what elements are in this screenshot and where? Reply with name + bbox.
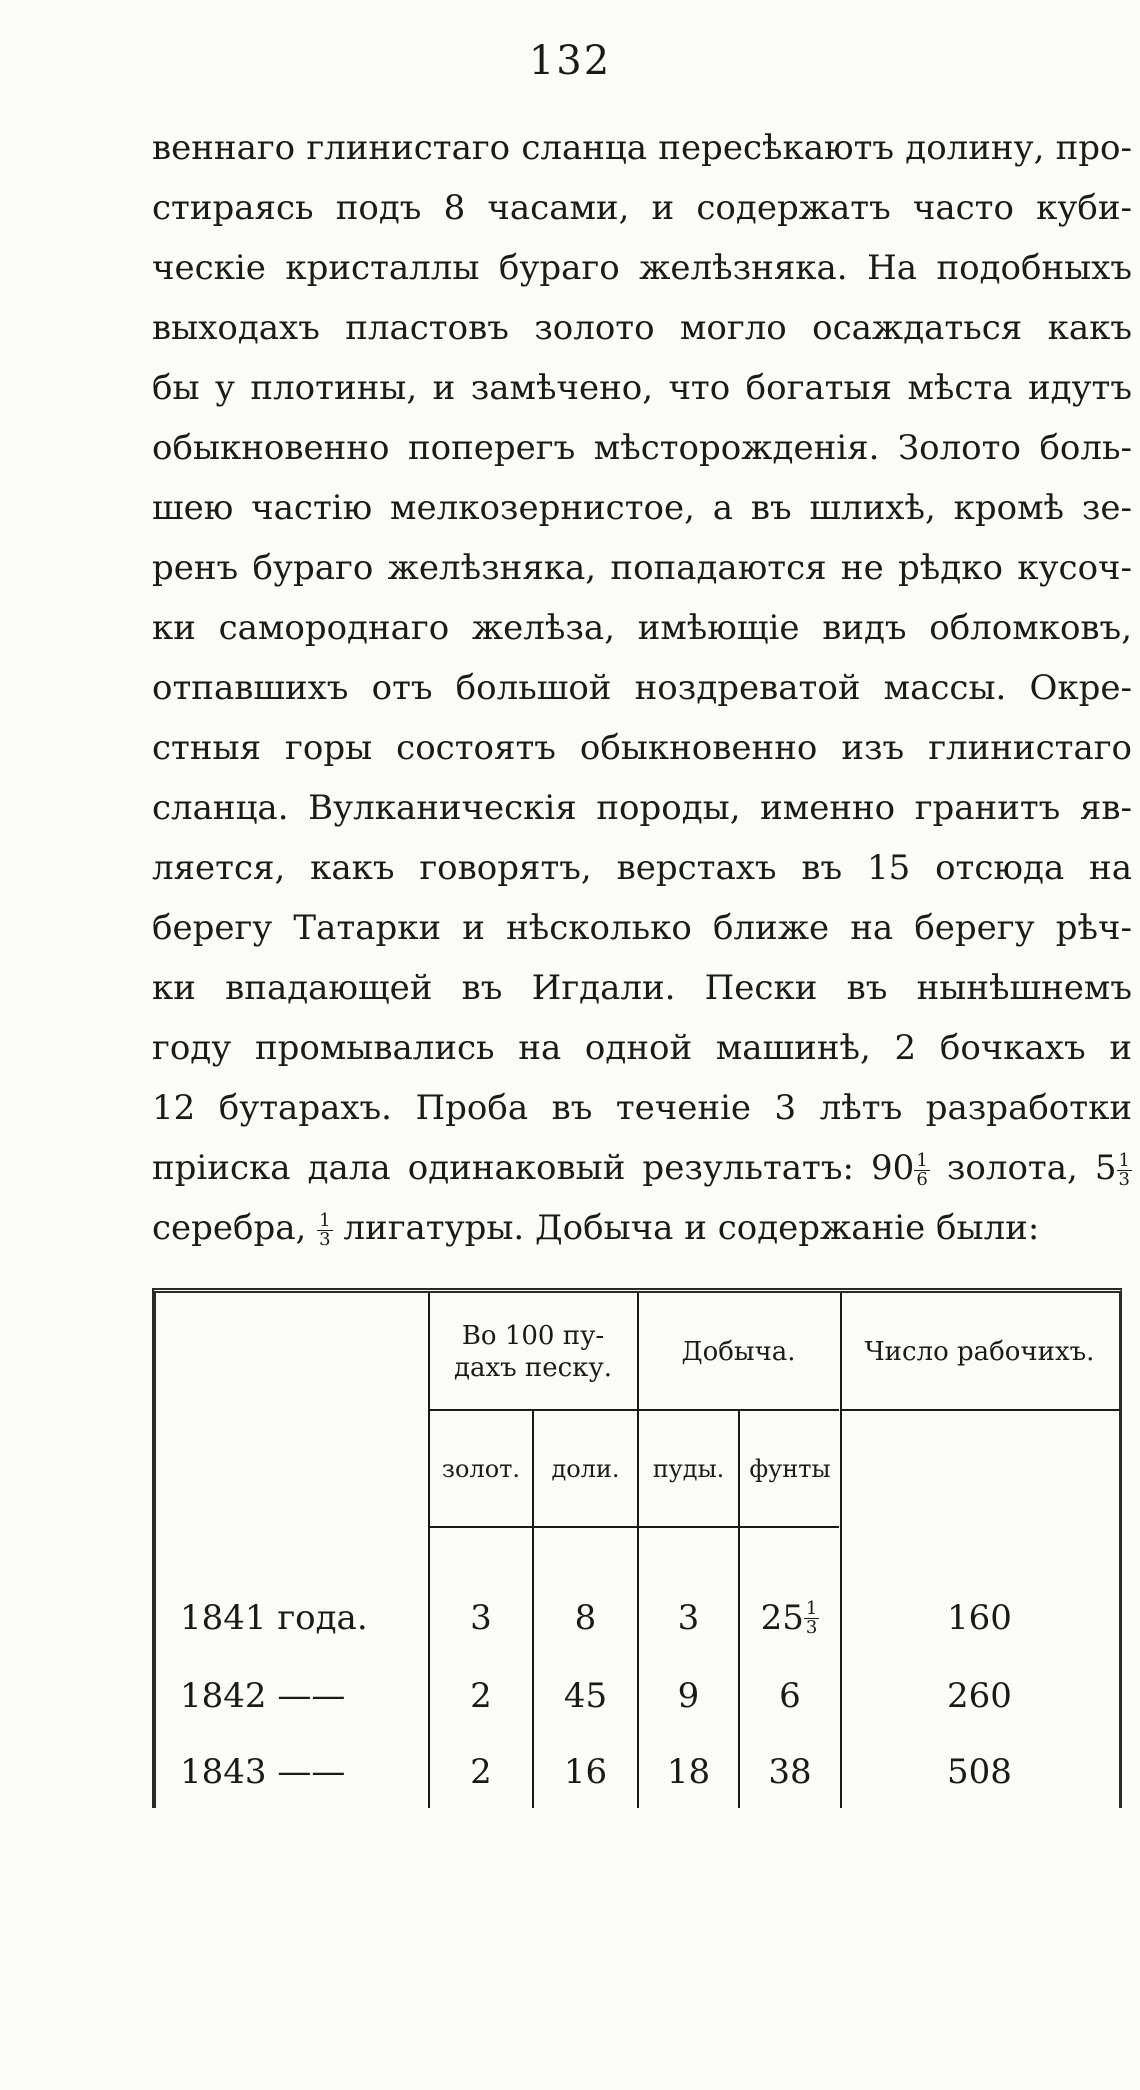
table-row-year: 1843 —— [180, 1751, 346, 1792]
table-row-year: 1841 года. [180, 1597, 368, 1638]
text-line: году промывались на одной машинѣ, 2 бочкахъ и [152, 1028, 1132, 1068]
table-rule [840, 1409, 1119, 1411]
table-cell-funty [740, 1583, 840, 1653]
table-cell: 9 [677, 1675, 700, 1716]
table-cell: 25 [760, 1597, 804, 1638]
text-segment: золота, 5 [929, 1148, 1117, 1188]
text-segment: пріиска дала одинаковый результатъ: 90 [152, 1148, 915, 1188]
table-cell: 18 [666, 1751, 711, 1792]
fraction-numerator: 1 [319, 1209, 331, 1231]
header-workers: Число рабочихъ. [864, 1336, 1095, 1367]
fraction [1117, 1149, 1132, 1190]
table-cell: 6 [779, 1675, 801, 1716]
fraction-numerator: 1 [916, 1149, 928, 1171]
text-line: сланца. Вулканическія породы, именно гранитъ яв- [152, 788, 1132, 828]
header-doli: доли. [551, 1454, 620, 1483]
text-line-fractions [152, 1138, 1132, 1198]
fraction-numerator: 1 [1118, 1149, 1130, 1171]
fraction-denominator: 3 [1118, 1168, 1130, 1190]
table-cell: 2 [470, 1751, 492, 1792]
fraction [317, 1209, 332, 1250]
table-cell: 3 [677, 1597, 700, 1638]
table-rule [428, 1526, 839, 1528]
text-segment: серебра, [152, 1208, 318, 1248]
text-line: стираясь подъ 8 часами, и содержатъ часто куби- [152, 188, 1132, 228]
table-cell: 3 [470, 1597, 492, 1638]
text-line: веннаго глинистаго сланца пересѣкаютъ долину, про- [152, 128, 1132, 168]
table-cell: 508 [947, 1751, 1012, 1792]
text-segment: лигатуры. Добыча и содержаніе были: [332, 1208, 1040, 1248]
header-per-100-pud: Во 100 пу- дахъ песку. [453, 1320, 613, 1383]
text-line: ляется, какъ говорятъ, верстахъ въ 15 отсюда на [152, 848, 1132, 888]
text-line: ческіе кристаллы бураго желѣзняка. На подобныхъ [152, 248, 1132, 288]
header-yield: Добыча. [681, 1336, 796, 1367]
text-line: выходахъ пластовъ золото могло осаждаться какъ [152, 308, 1132, 348]
text-line: шею частію мелкозернистое, а въ шлихѣ, кромѣ зе- [152, 488, 1132, 528]
text-line: берегу Татарки и нѣсколько ближе на берегу рѣч- [152, 908, 1132, 948]
fraction [914, 1149, 929, 1190]
text-line: стныя горы состоятъ обыкновенно изъ глинистаго [152, 728, 1132, 768]
mining-yield-table [152, 1288, 1122, 1808]
fraction-denominator: 3 [319, 1228, 331, 1250]
header-gold: золот. [441, 1454, 521, 1483]
text-line-last [152, 1198, 1132, 1258]
text-line: ки самороднаго желѣза, имѣющіе видъ обломковъ, [152, 608, 1132, 648]
table-cell: 8 [574, 1597, 597, 1638]
text-line: отпавшихъ отъ большой ноздреватой массы. Окре- [152, 668, 1132, 708]
table-row-year: 1842 —— [180, 1675, 346, 1716]
table-cell: 2 [470, 1675, 492, 1716]
body-text [152, 118, 1132, 1258]
page-number: 132 [528, 38, 612, 84]
text-line: бы у плотины, и замѣчено, что богатыя мѣста идутъ [152, 368, 1132, 408]
fraction-denominator: 3 [805, 1616, 818, 1638]
text-line: 12 бутарахъ. Проба въ теченіе 3 лѣтъ разработки [152, 1088, 1132, 1128]
text-line: ренъ бураго желѣзняка, попадаются не рѣдко кусоч- [152, 548, 1132, 588]
text-line: обыкновенно поперегъ мѣсторожденія. Золото боль- [152, 428, 1132, 468]
text-line: ки впадающей въ Игдали. Пески въ нынѣшнемъ [152, 968, 1132, 1008]
table-cell: 38 [768, 1751, 812, 1792]
fraction [804, 1597, 819, 1638]
fraction-denominator: 6 [916, 1168, 928, 1190]
table-cell: 45 [563, 1675, 608, 1716]
table-cell: 260 [947, 1675, 1012, 1716]
fraction-numerator: 1 [805, 1597, 818, 1619]
header-funty: фунты [749, 1454, 831, 1483]
table-cell: 16 [563, 1751, 608, 1792]
table-cell: 160 [947, 1597, 1012, 1638]
header-pudy: пуды. [652, 1454, 725, 1483]
